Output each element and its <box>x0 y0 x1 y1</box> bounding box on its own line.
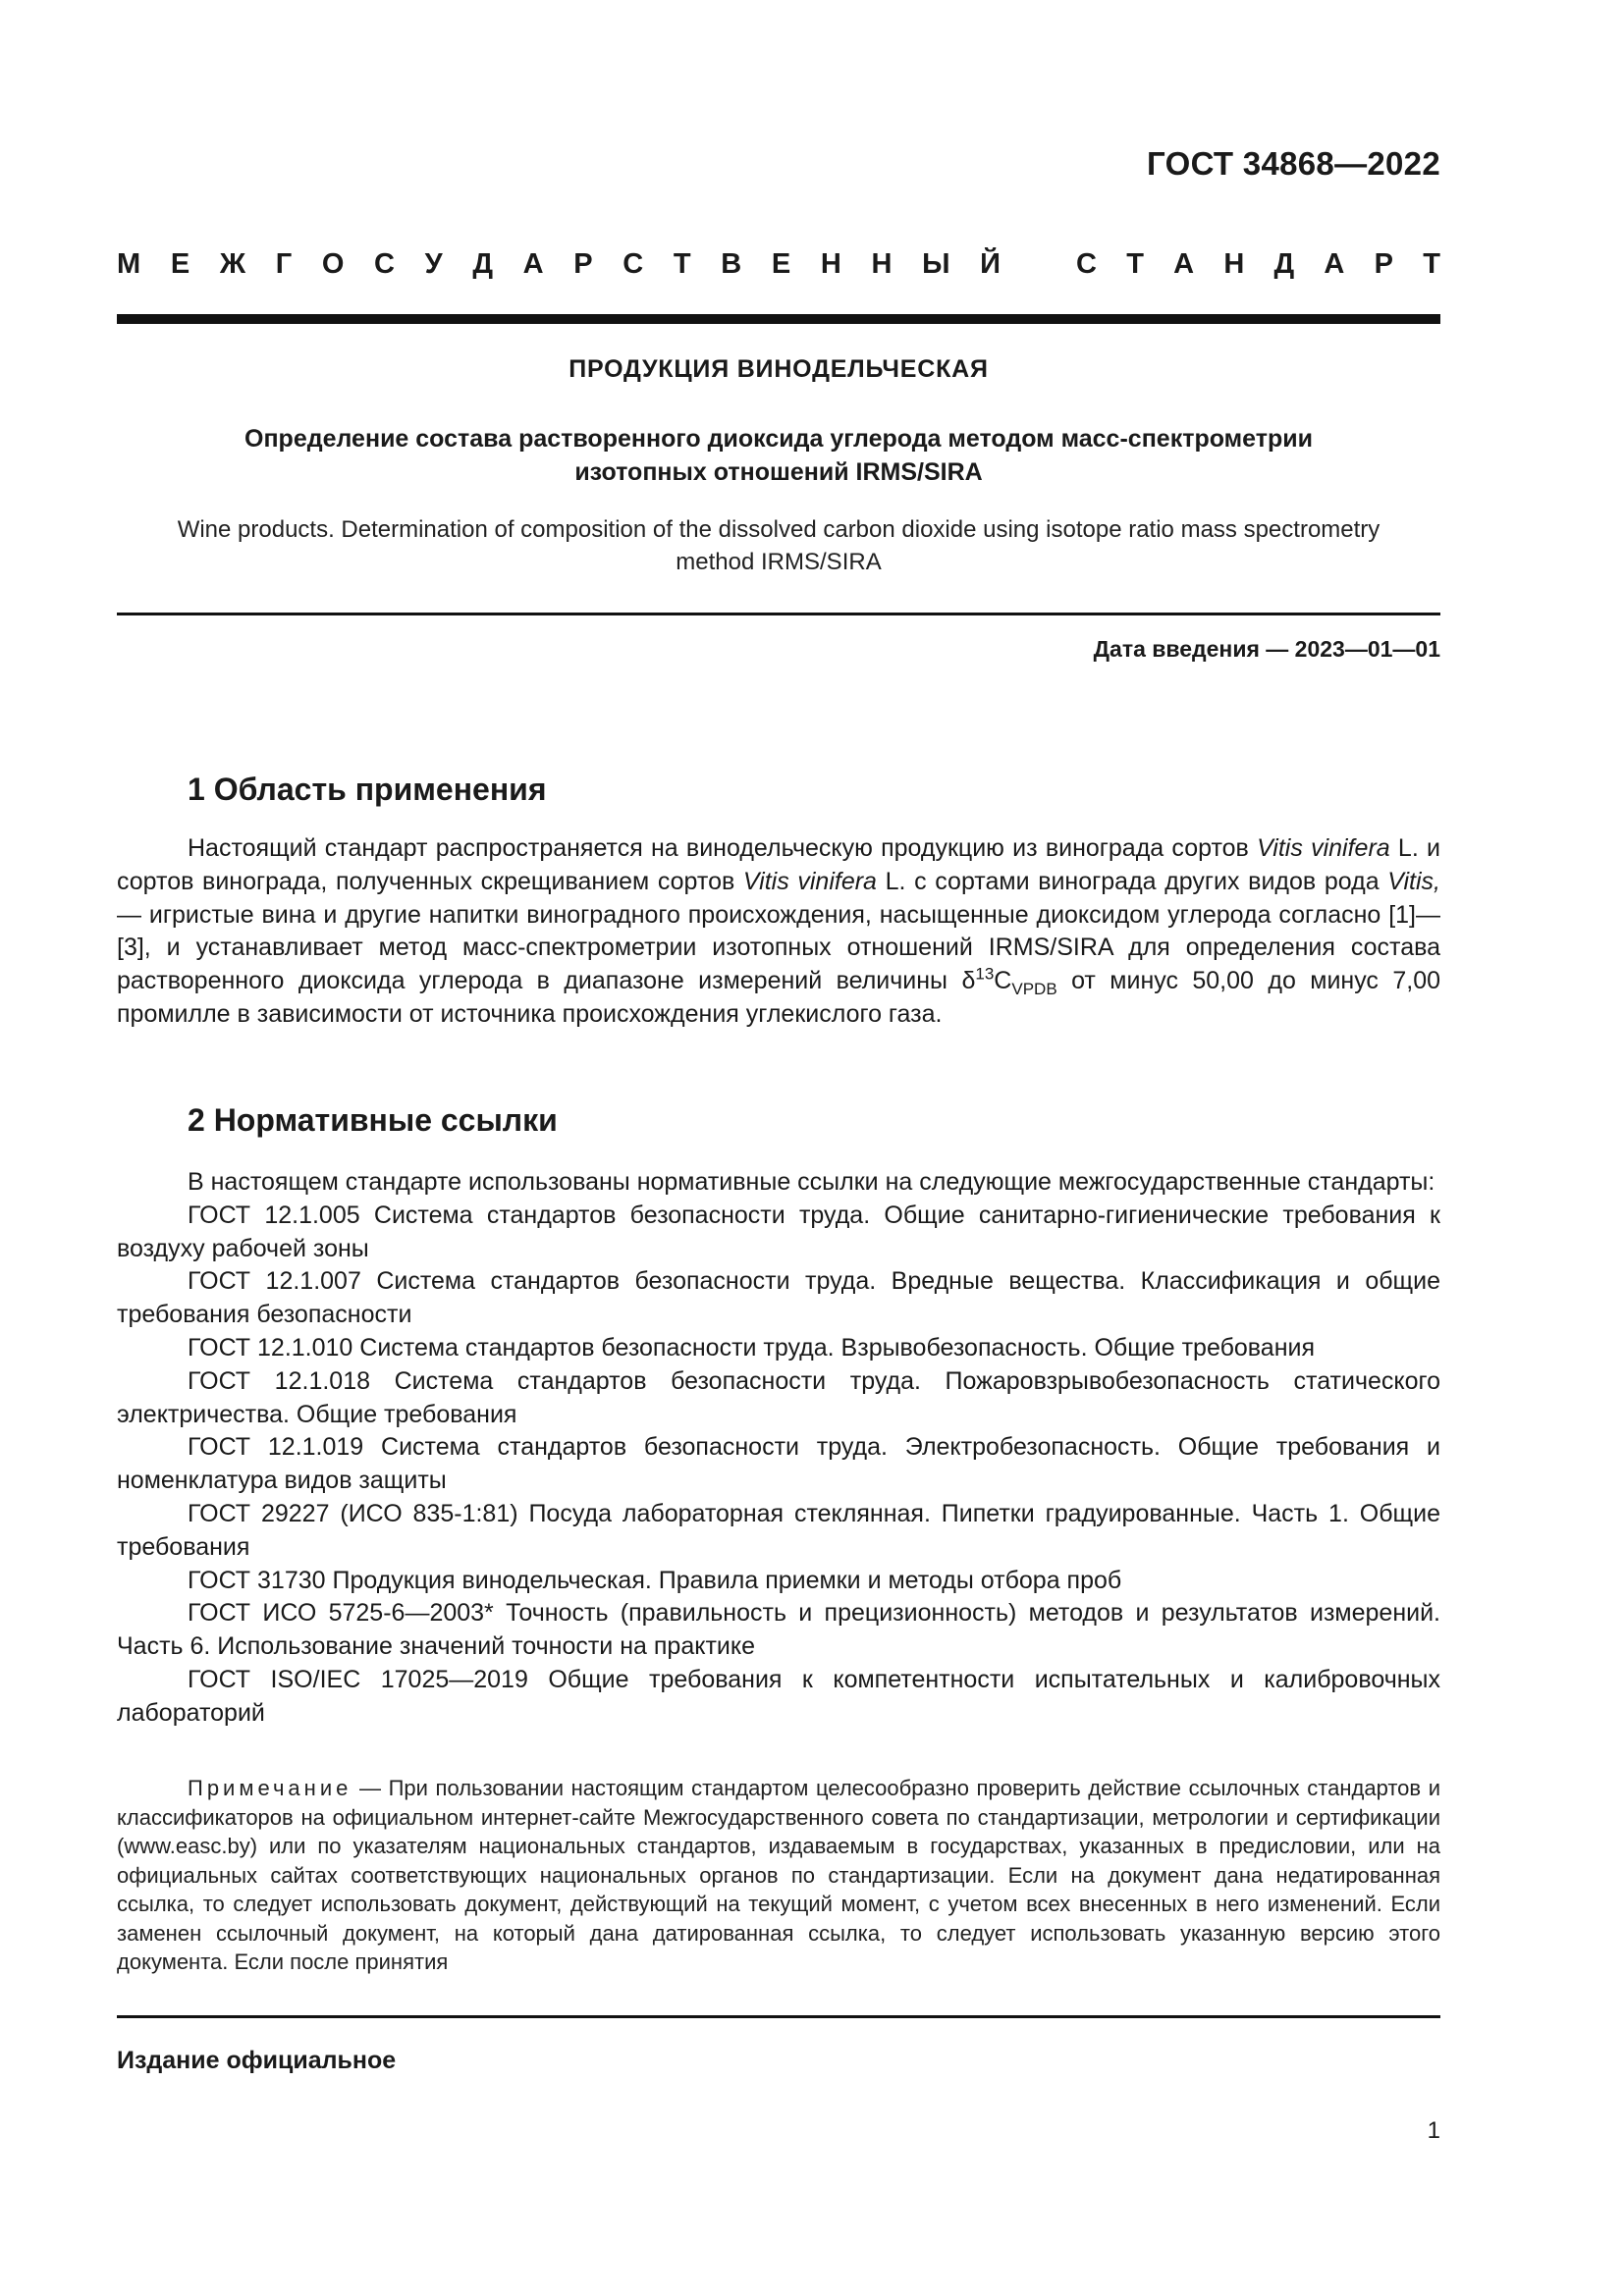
note-label: Примечание <box>188 1776 352 1800</box>
banner-letter: Д <box>472 248 494 280</box>
banner-letter: С <box>374 248 395 280</box>
banner-letter: В <box>721 248 742 280</box>
reference-item: ГОСТ 12.1.007 Система стандартов безопасности труда. Вредные вещества. Классификация и общие требования безопасности <box>117 1267 1440 1329</box>
note-block <box>117 1774 1440 1977</box>
refs-intro: В настоящем стандарте использованы нормативные ссылки на следующие межгосударственные стандарты: <box>188 1168 1435 1196</box>
banner-letter: Г <box>275 248 293 280</box>
scope-paragraph: Настоящий стандарт распространяется на винодельческую продукцию из винограда сортов Vitis vinifera L. и сортов винограда, полученных скрещиванием сортов Vitis vinifera L. с сортами винограда других видов рода Vitis, — игристые вина и другие напитки виноградного происхождения, насыщенные диоксидом углерода согласно [1]—[3], и устанавливает метод масс-спектрометрии изотопных отношений IRMS/SIRA для определения состава растворенного диоксида углерода в диапазоне измерений величины $\delta^{13}C_{VPDB}$ от минус 50,00 до минус 7,00 промилле в зависимости от источника происхождения углекислого газа. <box>117 834 1441 1028</box>
genus-name: Vitis, <box>1387 867 1440 895</box>
delta-symbol: δ <box>961 967 976 995</box>
reference-item: ГОСТ 12.1.010 Система стандартов безопасности труда. Взрывобезопасность. Общие требования <box>188 1333 1316 1362</box>
banner-letter: Н <box>820 248 841 280</box>
banner-word-interstate <box>117 248 1001 281</box>
banner-letter: С <box>1076 248 1097 280</box>
reference-item: ГОСТ 29227 (ИСО 835-1:81) Посуда лабораторная стеклянная. Пипетки градуированные. Часть 1. Общие требования <box>117 1499 1440 1561</box>
banner-letter: А <box>1173 248 1195 280</box>
reference-item: ГОСТ ИСО 5725-6—2003* Точность (правильность и прецизионность) методов и результатов измерений. Часть 6. Использование значений точности на практике <box>117 1599 1440 1661</box>
header-divider-thick <box>117 314 1440 324</box>
note-text: — При пользовании настоящим стандартом целесообразно проверить действие ссылочных стандартов и классификаторов на официальном интернет-сайте Межгосударственного совета по стандартизации, метрологии и сертификации (www.easc.by) или по указателям национальных стандартов, издаваемым в государствах, указанных в предисловии, или на официальных сайтах соответствующих национальных органов по стандартизации. Если на документ дана недатированная ссылка, то следует использовать документ, действующий на текущий момент, с учетом всех внесенных в него изменений. Если заменен ссылочный документ, на который дана датированная ссылка, то следует использовать указанную версию этого документа. Если после принятия <box>117 1776 1440 1974</box>
page-number: 1 <box>1427 2117 1440 2144</box>
banner-letter: Н <box>1223 248 1245 280</box>
banner-letter: А <box>1324 248 1345 280</box>
banner-letter: Т <box>673 248 691 280</box>
banner-letter: Т <box>1126 248 1144 280</box>
reference-item: ГОСТ 12.1.019 Система стандартов безопасности труда. Электробезопасность. Общие требования и номенклатура видов защиты <box>117 1433 1440 1495</box>
subtitle-russian <box>117 422 1440 489</box>
section-heading-scope: 1 Область применения <box>188 772 547 807</box>
interstate-standard-banner <box>117 248 1440 281</box>
reference-item: ГОСТ 31730 Продукция винодельческая. Правила приемки и методы отбора проб <box>188 1566 1122 1594</box>
banner-letter: М <box>117 248 141 280</box>
title-russian: ПРОДУКЦИЯ ВИНОДЕЛЬЧЕСКАЯ <box>568 355 989 383</box>
banner-letter: Е <box>170 248 190 280</box>
subtitle-line: изотопных отношений IRMS/SIRA <box>574 458 983 486</box>
banner-letter: Н <box>871 248 893 280</box>
title-divider <box>117 613 1440 615</box>
document-code: ГОСТ 34868—2022 <box>1147 145 1440 182</box>
title-english-line: Wine products. Determination of composition of the dissolved carbon dioxide using isotope ratio mass spectrometry <box>177 516 1380 543</box>
official-edition-label: Издание официальное <box>117 2047 397 2074</box>
document-page <box>117 0 1440 2296</box>
reference-item: ГОСТ ISO/IEC 17025—2019 Общие требования к компетентности испытательных и калибровочных лабораторий <box>117 1665 1440 1727</box>
reference-item: ГОСТ 12.1.005 Система стандартов безопасности труда. Общие санитарно-гигиенические требования к воздуху рабочей зоны <box>117 1201 1440 1262</box>
section-heading-normative-refs: 2 Нормативные ссылки <box>188 1102 558 1138</box>
vpdb-subscript: VPDB <box>1011 980 1057 999</box>
banner-letter: Д <box>1273 248 1295 280</box>
banner-letter: Р <box>1374 248 1393 280</box>
normative-references-list <box>117 1166 1440 1731</box>
banner-word-standard <box>1076 248 1440 281</box>
banner-letter: Е <box>771 248 791 280</box>
banner-letter: У <box>424 248 443 280</box>
introduction-date: Дата введения — 2023—01—01 <box>1093 636 1440 662</box>
title-english <box>117 513 1440 578</box>
species-name: Vitis vinifera <box>1257 834 1390 862</box>
banner-letter: О <box>321 248 345 280</box>
species-name: Vitis vinifera <box>742 867 877 895</box>
banner-letter: Ы <box>922 248 950 280</box>
subtitle-line: Определение состава растворенного диоксида углерода методом масс-спектрометрии <box>244 425 1313 453</box>
section-scope-body <box>117 832 1440 1032</box>
banner-letter: Т <box>1423 248 1440 280</box>
footer-divider <box>117 2015 1440 2018</box>
banner-letter: С <box>623 248 644 280</box>
banner-letter: А <box>522 248 544 280</box>
banner-letter: Р <box>573 248 593 280</box>
title-english-line: method IRMS/SIRA <box>676 549 882 575</box>
reference-item: ГОСТ 12.1.018 Система стандартов безопасности труда. Пожаровзрывобезопасность статического электричества. Общие требования <box>117 1366 1440 1428</box>
isotope-superscript: 13 <box>975 964 995 984</box>
banner-letter: Й <box>980 248 1001 280</box>
banner-letter: Ж <box>219 248 246 280</box>
